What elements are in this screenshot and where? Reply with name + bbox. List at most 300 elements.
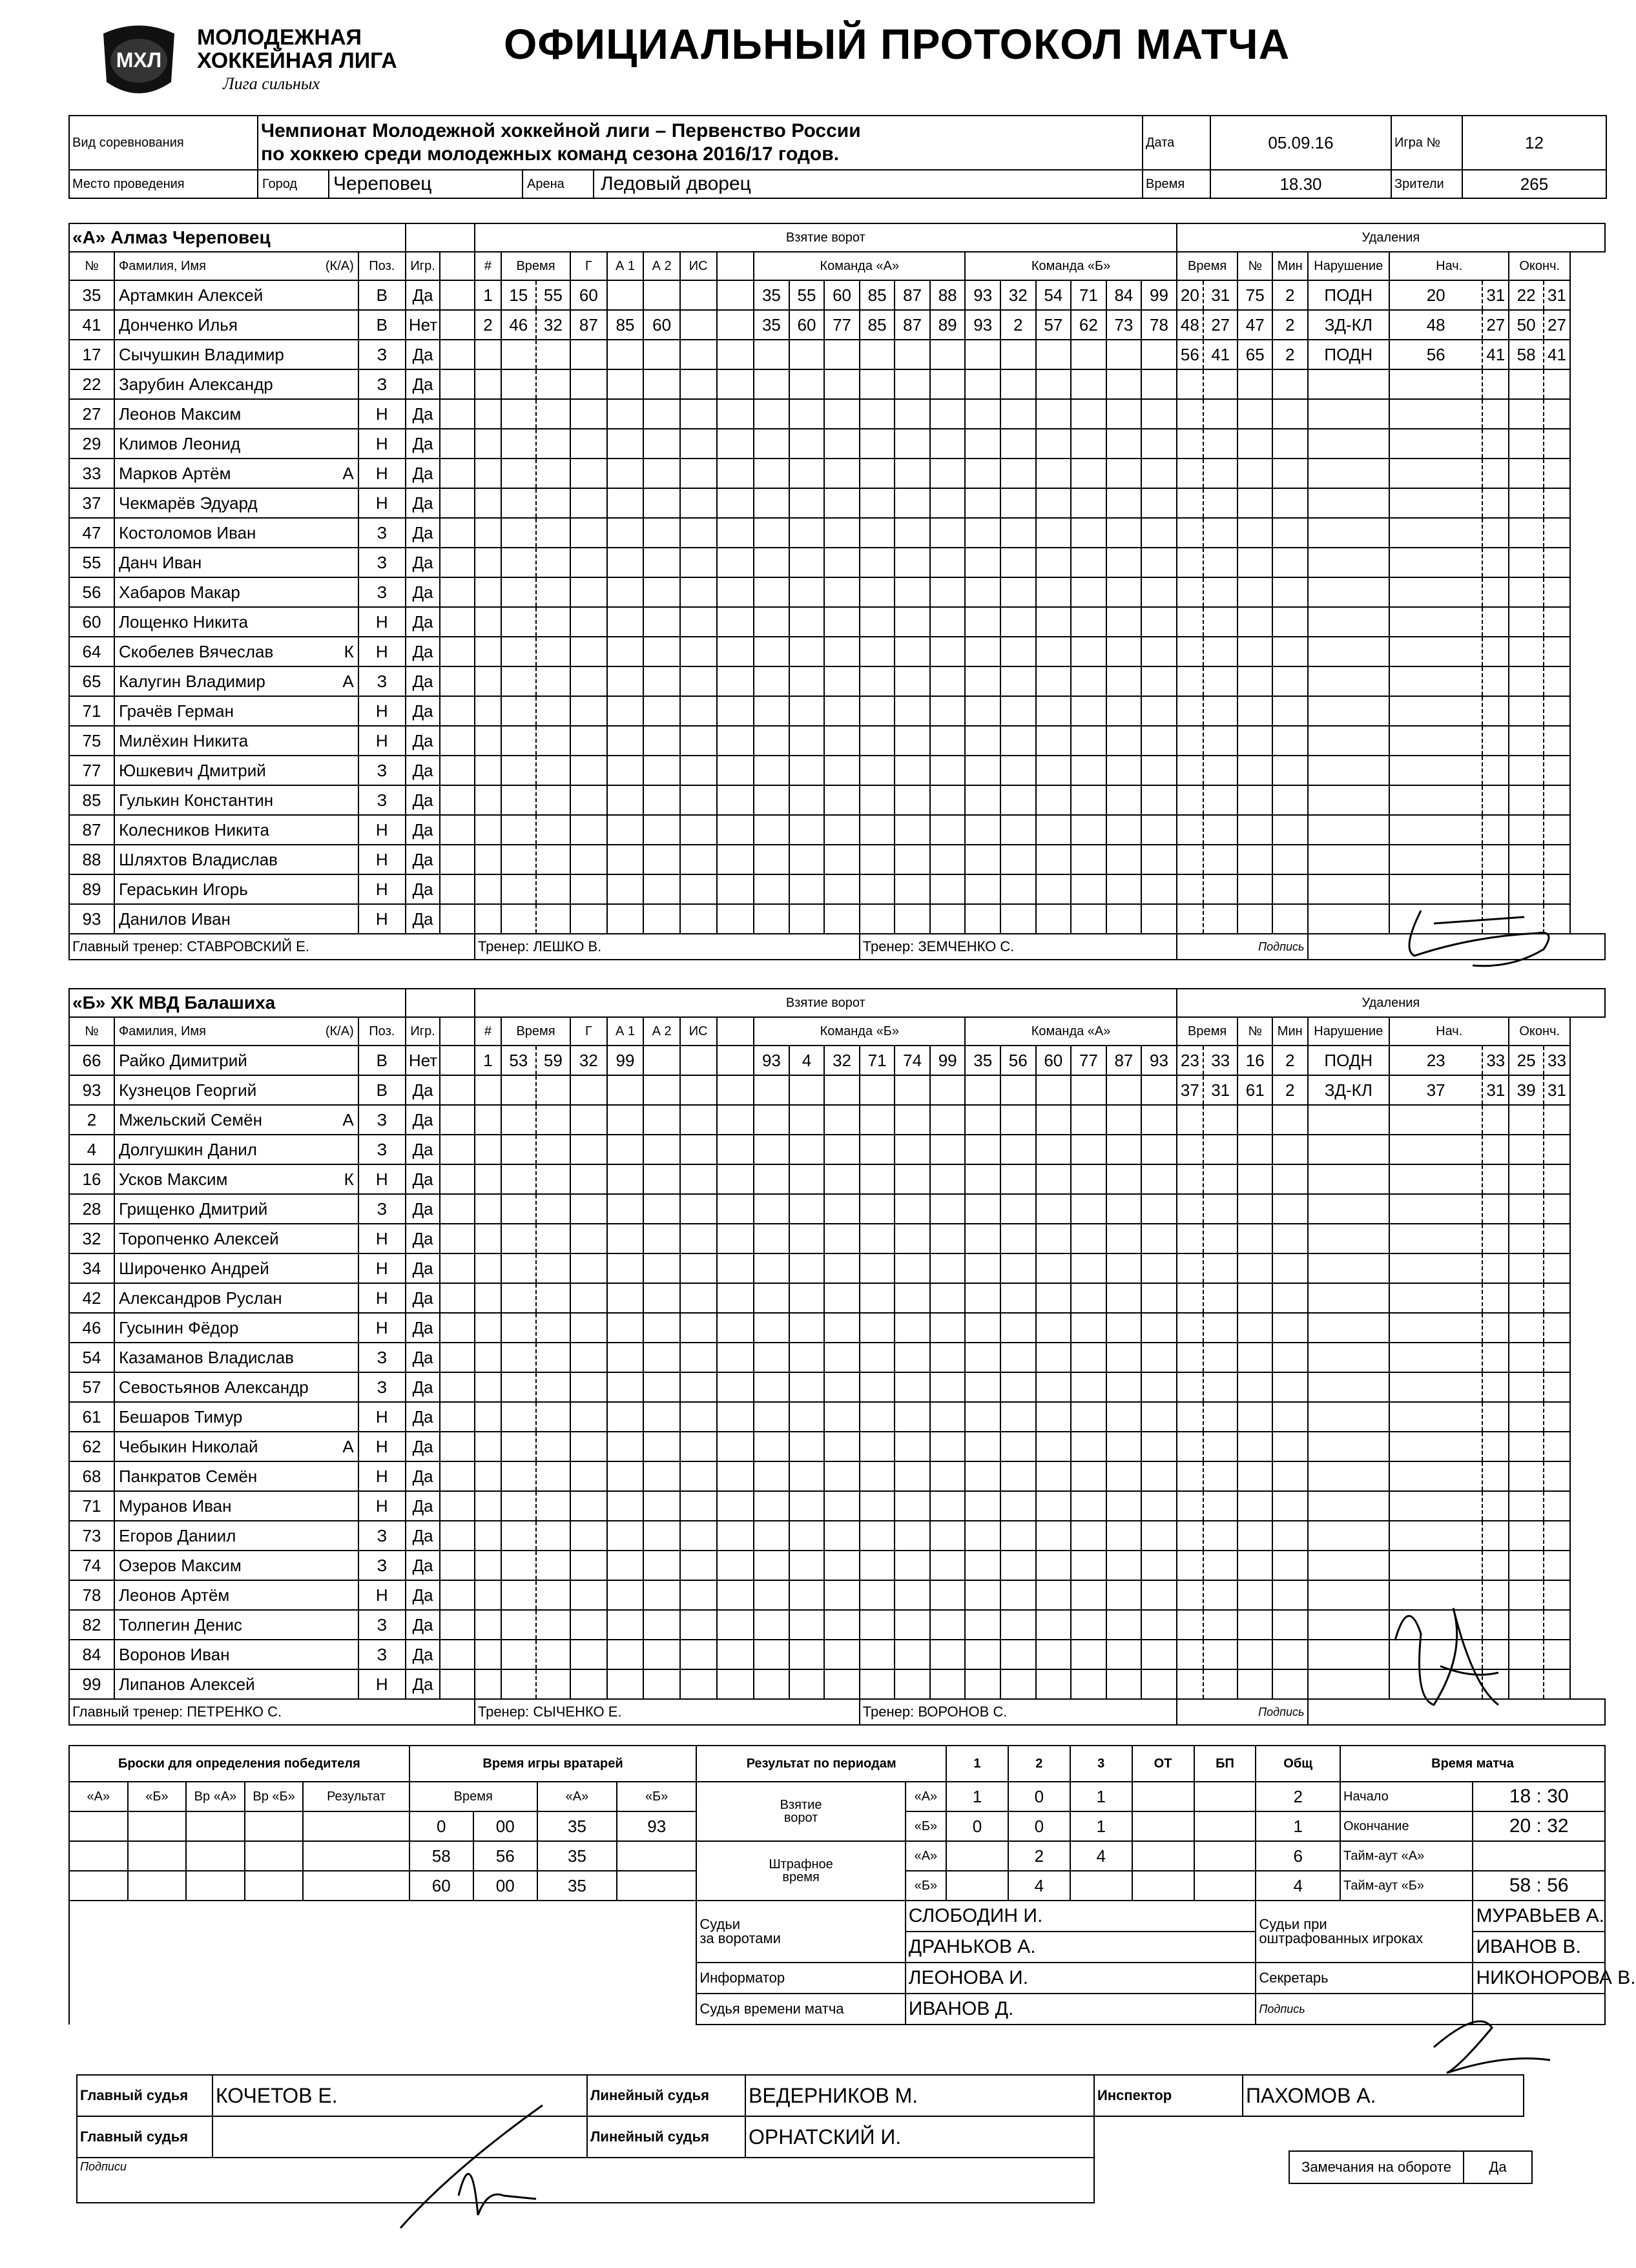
pen-a-ot [1132, 1841, 1194, 1871]
opp-on-ice [1000, 1551, 1036, 1580]
penalty-time-mm [1177, 1135, 1203, 1164]
own-on-ice [930, 459, 966, 488]
gk-row-time-ss: 00 [473, 1811, 537, 1841]
opp-on-ice [965, 369, 1000, 399]
penalty-end-ss [1544, 459, 1570, 488]
opp-on-ice: 77 [1071, 1046, 1106, 1075]
player-played: Да [406, 1135, 440, 1164]
player-name: Юшкевич Дмитрий [118, 761, 266, 780]
penalty-violation [1308, 1402, 1390, 1432]
own-on-ice [754, 1669, 789, 1699]
penalty-start-ss [1482, 1283, 1509, 1313]
player-played: Да [406, 1105, 440, 1135]
player-name-cell [114, 1432, 358, 1461]
penalty-violation [1308, 637, 1390, 666]
player-number: 34 [69, 1253, 114, 1283]
penalty-violation [1308, 429, 1390, 459]
player-name: Казаманов Владислав [118, 1348, 294, 1367]
own-on-ice [895, 369, 930, 399]
own-on-ice [930, 1194, 966, 1224]
own-on-ice: 55 [789, 280, 825, 310]
own-on-ice [930, 1551, 966, 1580]
penalty-end-mm [1509, 1640, 1544, 1669]
periods-title: Результат по периодам [696, 1746, 946, 1782]
goal-time-mm [501, 429, 536, 459]
opp-on-ice [1141, 577, 1177, 607]
goal-scorer: 32 [570, 1046, 607, 1075]
goal-is [680, 785, 717, 815]
player-number: 82 [69, 1610, 114, 1640]
own-on-ice [930, 369, 966, 399]
player-played: Да [406, 518, 440, 548]
penalty-player [1237, 1372, 1272, 1402]
player-position: Н [358, 696, 406, 726]
player-name: Чебыкин Николай [118, 1437, 258, 1456]
goal-is [680, 488, 717, 518]
own-on-ice [789, 666, 825, 696]
own-on-ice [754, 1343, 789, 1372]
goal-is [680, 1521, 717, 1551]
own-on-ice [860, 1164, 895, 1194]
player-played: Да [406, 845, 440, 874]
teamB-assist2-header: А 2 [643, 1017, 680, 1046]
penalty-end-mm: 25 [1509, 1046, 1544, 1075]
own-on-ice [895, 845, 930, 874]
own-on-ice [824, 1224, 860, 1253]
penalty-time-mm [1177, 726, 1203, 756]
opp-on-ice [1141, 1343, 1177, 1372]
penalty-player [1237, 666, 1272, 696]
penalty-start-mm: 37 [1389, 1075, 1482, 1105]
goal-number [475, 815, 501, 845]
own-on-ice: 60 [789, 310, 825, 340]
player-number: 37 [69, 488, 114, 518]
penalty-violation [1308, 488, 1390, 518]
penalty-violation [1308, 1313, 1390, 1343]
opp-on-ice [1106, 1432, 1142, 1461]
so-result-header: Результат [303, 1782, 409, 1811]
player-name: Бешаров Тимур [118, 1407, 243, 1427]
player-name: Милёхин Никита [118, 731, 249, 750]
goals-b-p3: 1 [1070, 1811, 1132, 1841]
own-on-ice: 87 [895, 280, 930, 310]
penalty-end-ss [1544, 696, 1570, 726]
own-on-ice [754, 1551, 789, 1580]
own-on-ice [930, 1372, 966, 1402]
penalty-end-mm: 50 [1509, 310, 1544, 340]
inspector-value: ПАХОМОВ А. [1243, 2075, 1524, 2116]
penalty-time-ss: 31 [1203, 280, 1238, 310]
goal-time-ss [536, 1283, 571, 1313]
player-row [69, 1194, 1605, 1224]
penalty-time-mm [1177, 1105, 1203, 1135]
opp-on-ice: 62 [1071, 310, 1106, 340]
player-position: Н [358, 1313, 406, 1343]
penalty-time-ss [1203, 1343, 1238, 1372]
goal-number: 1 [475, 280, 501, 310]
pen-b-p2: 4 [1008, 1871, 1070, 1901]
gk-a-header: «А» [537, 1782, 617, 1811]
opp-on-ice [1071, 666, 1106, 696]
player-played: Да [406, 1402, 440, 1432]
penalty-time-ss [1203, 1164, 1238, 1194]
player-position: З [358, 1343, 406, 1372]
opp-on-ice: 93 [1141, 1046, 1177, 1075]
player-row [69, 280, 1605, 310]
own-on-ice [754, 1432, 789, 1461]
player-name: Лощенко Никита [118, 612, 249, 632]
opp-on-ice [1071, 1372, 1106, 1402]
opp-on-ice [1141, 1402, 1177, 1432]
penalty-end-mm [1509, 726, 1544, 756]
opp-on-ice [1000, 577, 1036, 607]
goal-is [680, 726, 717, 756]
opp-on-ice [1000, 1402, 1036, 1432]
opp-on-ice [1106, 1491, 1142, 1521]
opp-on-ice [1071, 548, 1106, 577]
player-number: 66 [69, 1046, 114, 1075]
goal-is [680, 1253, 717, 1283]
penalty-start-ss [1482, 845, 1509, 874]
goal-scorer [570, 756, 607, 785]
penalty-start-ss [1482, 1224, 1509, 1253]
own-on-ice [860, 904, 895, 934]
penalty-minutes [1272, 1253, 1308, 1283]
penalty-start-ss [1482, 666, 1509, 696]
remarks-value: Да [1489, 2159, 1507, 2175]
own-on-ice [754, 399, 789, 429]
goal-scorer [570, 1313, 607, 1343]
own-on-ice: 93 [754, 1046, 789, 1075]
overtime-header: ОТ [1132, 1746, 1194, 1782]
opp-on-ice [1036, 1105, 1072, 1135]
opp-on-ice [1000, 845, 1036, 874]
penalty-time-ss: 41 [1203, 340, 1238, 369]
goal-time-ss: 59 [536, 1046, 571, 1075]
penalty-minutes [1272, 1580, 1308, 1610]
penalty-minutes [1272, 1224, 1308, 1253]
opp-on-ice [1036, 1135, 1072, 1164]
pen-b-p3 [1070, 1871, 1132, 1901]
opp-on-ice [1000, 1194, 1036, 1224]
own-on-ice [930, 1640, 966, 1669]
goal-time-ss [536, 1521, 571, 1551]
referee-label: Главный судья [77, 2075, 212, 2116]
penalty-minutes [1272, 1164, 1308, 1194]
penalty-start-ss [1482, 696, 1509, 726]
goal-time-ss [536, 1313, 571, 1343]
penalty-end-ss [1544, 785, 1570, 815]
goal-time-ss [536, 1551, 571, 1580]
penalty-start-ss: 31 [1482, 1075, 1509, 1105]
goal-time-ss: 55 [536, 280, 571, 310]
penalty-time-ss [1203, 1372, 1238, 1402]
own-on-ice [754, 548, 789, 577]
penalty-minutes [1272, 1461, 1308, 1491]
period-1-header: 1 [946, 1746, 1008, 1782]
penalty-end-mm [1509, 399, 1544, 429]
penalty-end-mm [1509, 1580, 1544, 1610]
player-row [69, 1105, 1605, 1135]
goal-assist-1 [607, 1610, 644, 1640]
own-on-ice [860, 1343, 895, 1372]
player-number: 35 [69, 280, 114, 310]
opp-on-ice [1106, 1253, 1142, 1283]
goal-number [475, 904, 501, 934]
penalty-start-mm [1389, 845, 1482, 874]
penalty-minutes [1272, 429, 1308, 459]
penalty-start-ss [1482, 548, 1509, 577]
penalty-row-label: Штрафное время [696, 1841, 905, 1901]
penalty-violation [1308, 577, 1390, 607]
player-number: 93 [69, 1075, 114, 1105]
goal-assist-2 [643, 1194, 680, 1224]
teamA-goal-is-header: ИС [680, 252, 717, 280]
own-on-ice [930, 845, 966, 874]
penalty-end-ss: 33 [1544, 1046, 1570, 1075]
opp-on-ice [1000, 1491, 1036, 1521]
own-on-ice [789, 1372, 825, 1402]
player-row [69, 1135, 1605, 1164]
goal-scorer [570, 1551, 607, 1580]
own-on-ice [789, 1402, 825, 1432]
goal-assist-1 [607, 518, 644, 548]
own-on-ice [789, 726, 825, 756]
gk-row-time-mm: 0 [409, 1811, 473, 1841]
penalty-minutes [1272, 756, 1308, 785]
gk-row-time-mm: 60 [409, 1871, 473, 1901]
player-position: Н [358, 488, 406, 518]
penalty-end-ss [1544, 1551, 1570, 1580]
opp-on-ice [1106, 1372, 1142, 1402]
goal-assist-1 [607, 1313, 644, 1343]
goal-number [475, 1521, 501, 1551]
own-on-ice [895, 1610, 930, 1640]
own-on-ice [789, 1432, 825, 1461]
opp-on-ice: 78 [1141, 310, 1177, 340]
own-on-ice [789, 1521, 825, 1551]
own-on-ice [930, 607, 966, 637]
penalty-end-mm [1509, 904, 1544, 934]
penalty-end-mm [1509, 1224, 1544, 1253]
opp-on-ice [1071, 1105, 1106, 1135]
spectators-label: Зрители [1391, 170, 1462, 198]
summary-table [68, 1745, 1636, 2025]
own-on-ice: 71 [860, 1046, 895, 1075]
opp-on-ice [1000, 637, 1036, 666]
opp-on-ice [1036, 607, 1072, 637]
player-name: Климов Леонид [118, 434, 241, 453]
penalty-minutes: 2 [1272, 1075, 1308, 1105]
goal-assist-1 [607, 756, 644, 785]
opp-on-ice [1141, 785, 1177, 815]
own-on-ice [789, 1194, 825, 1224]
goals-team-b-label: «Б» [906, 1811, 946, 1841]
opp-on-ice [1141, 1105, 1177, 1135]
penalty-violation [1308, 1343, 1390, 1372]
opp-on-ice [1106, 429, 1142, 459]
player-number: 75 [69, 726, 114, 756]
own-on-ice [754, 607, 789, 637]
player-position: Н [358, 904, 406, 934]
opp-on-ice [1106, 845, 1142, 874]
player-position: Н [358, 429, 406, 459]
penalty-minutes [1272, 637, 1308, 666]
own-on-ice [824, 1521, 860, 1551]
penalty-start-mm: 20 [1389, 280, 1482, 310]
penalty-violation [1308, 1461, 1390, 1491]
own-on-ice [789, 637, 825, 666]
player-played: Да [406, 1313, 440, 1343]
player-name: Хабаров Макар [118, 582, 240, 602]
penalty-start-mm [1389, 1521, 1482, 1551]
penalty-start-ss [1482, 1669, 1509, 1699]
player-name: Мжельский Семён [118, 1110, 262, 1129]
own-on-ice [754, 1372, 789, 1402]
player-position: З [358, 1610, 406, 1640]
own-on-ice [860, 815, 895, 845]
player-position: Н [358, 607, 406, 637]
penalty-minutes [1272, 399, 1308, 429]
goal-is [680, 518, 717, 548]
signatures-label: Подписи [77, 2158, 1094, 2203]
teamA-sign-label: Подпись [1177, 934, 1308, 960]
player-played: Да [406, 904, 440, 934]
own-on-ice [789, 696, 825, 726]
own-on-ice [824, 637, 860, 666]
spectators-value: 265 [1462, 170, 1606, 198]
player-name: Воронов Иван [118, 1645, 230, 1664]
own-on-ice [754, 696, 789, 726]
player-number: 27 [69, 399, 114, 429]
period-3-header: 3 [1070, 1746, 1132, 1782]
player-name-cell [114, 1521, 358, 1551]
opp-on-ice [965, 696, 1000, 726]
penalty-time-ss [1203, 845, 1238, 874]
total-header: Общ [1256, 1746, 1340, 1782]
teamB-own-team-header: Команда «Б» [754, 1017, 965, 1046]
goal-assist-2 [643, 1640, 680, 1669]
goal-is [680, 1046, 717, 1075]
own-on-ice [824, 1402, 860, 1432]
opp-on-ice [1000, 429, 1036, 459]
goal-time-mm [501, 785, 536, 815]
own-on-ice [824, 518, 860, 548]
goal-time-mm [501, 1580, 536, 1610]
opp-on-ice [1071, 340, 1106, 369]
penalty-start-mm [1389, 1402, 1482, 1432]
timeout-a-label: Тайм-аут «А» [1340, 1841, 1473, 1871]
player-position: Н [358, 726, 406, 756]
goal-assist-1 [607, 369, 644, 399]
player-played: Да [406, 1521, 440, 1551]
goal-assist-1 [607, 1135, 644, 1164]
goal-assist-1 [607, 785, 644, 815]
penalty-minutes [1272, 459, 1308, 488]
goal-time-ss [536, 666, 571, 696]
city-value: Череповец [329, 170, 523, 198]
player-played: Да [406, 1253, 440, 1283]
date-label: Дата [1143, 116, 1210, 170]
penalty-player [1237, 637, 1272, 666]
gk-row-a: 35 [537, 1871, 617, 1901]
player-name: Данилов Иван [118, 909, 231, 929]
player-name-cell [114, 577, 358, 607]
goal-assist-2 [643, 1521, 680, 1551]
goals-b-ot [1132, 1811, 1194, 1841]
player-name-cell [114, 1135, 358, 1164]
player-played: Да [406, 340, 440, 369]
teamA-penalties-title: Удаления [1177, 223, 1605, 252]
own-on-ice [895, 518, 930, 548]
goal-is [680, 369, 717, 399]
penalty-player: 61 [1237, 1075, 1272, 1105]
goal-number [475, 340, 501, 369]
own-on-ice [860, 1580, 895, 1610]
penalty-time-ss [1203, 1224, 1238, 1253]
penalty-end-ss [1544, 369, 1570, 399]
player-row [69, 607, 1605, 637]
penalty-time-mm [1177, 785, 1203, 815]
player-position: З [358, 1105, 406, 1135]
player-name: Егоров Даниил [118, 1526, 236, 1545]
teamB-pen-viol-header: Нарушение [1308, 1017, 1390, 1046]
own-on-ice [789, 1551, 825, 1580]
own-on-ice [754, 1461, 789, 1491]
penalty-start-ss [1482, 1580, 1509, 1610]
goal-assist-2 [643, 1164, 680, 1194]
penalty-end-mm [1509, 1610, 1544, 1640]
officials-sign-label: Подпись [1256, 1994, 1473, 2025]
own-on-ice [789, 340, 825, 369]
penalty-minutes [1272, 1194, 1308, 1224]
goal-time-mm [501, 1253, 536, 1283]
goal-time-ss [536, 1669, 571, 1699]
own-on-ice [895, 1372, 930, 1402]
opp-on-ice [1141, 1194, 1177, 1224]
penalty-time-ss [1203, 1283, 1238, 1313]
opp-on-ice [1106, 399, 1142, 429]
penalty-violation [1308, 1521, 1390, 1551]
goal-time-ss [536, 815, 571, 845]
penalty-end-ss [1544, 904, 1570, 934]
penalty-player [1237, 1194, 1272, 1224]
penalty-start-mm: 48 [1389, 310, 1482, 340]
opp-on-ice [1106, 756, 1142, 785]
opp-on-ice: 99 [1141, 280, 1177, 310]
player-played: Да [406, 1491, 440, 1521]
penalty-end-ss [1544, 1521, 1570, 1551]
penalty-start-ss [1482, 488, 1509, 518]
penalty-time-mm [1177, 1224, 1203, 1253]
opp-on-ice [1000, 756, 1036, 785]
player-played: Да [406, 1224, 440, 1253]
own-on-ice [789, 488, 825, 518]
own-on-ice: 35 [754, 310, 789, 340]
penalty-start-ss [1482, 1461, 1509, 1491]
own-on-ice [860, 845, 895, 874]
penalty-end-mm [1509, 1461, 1544, 1491]
penalty-end-ss [1544, 429, 1570, 459]
own-on-ice [824, 756, 860, 785]
player-played: Да [406, 1432, 440, 1461]
goal-scorer [570, 726, 607, 756]
player-number: 89 [69, 874, 114, 904]
penalty-player [1237, 1164, 1272, 1194]
opp-on-ice [1000, 459, 1036, 488]
own-on-ice [895, 666, 930, 696]
penalty-minutes: 2 [1272, 340, 1308, 369]
